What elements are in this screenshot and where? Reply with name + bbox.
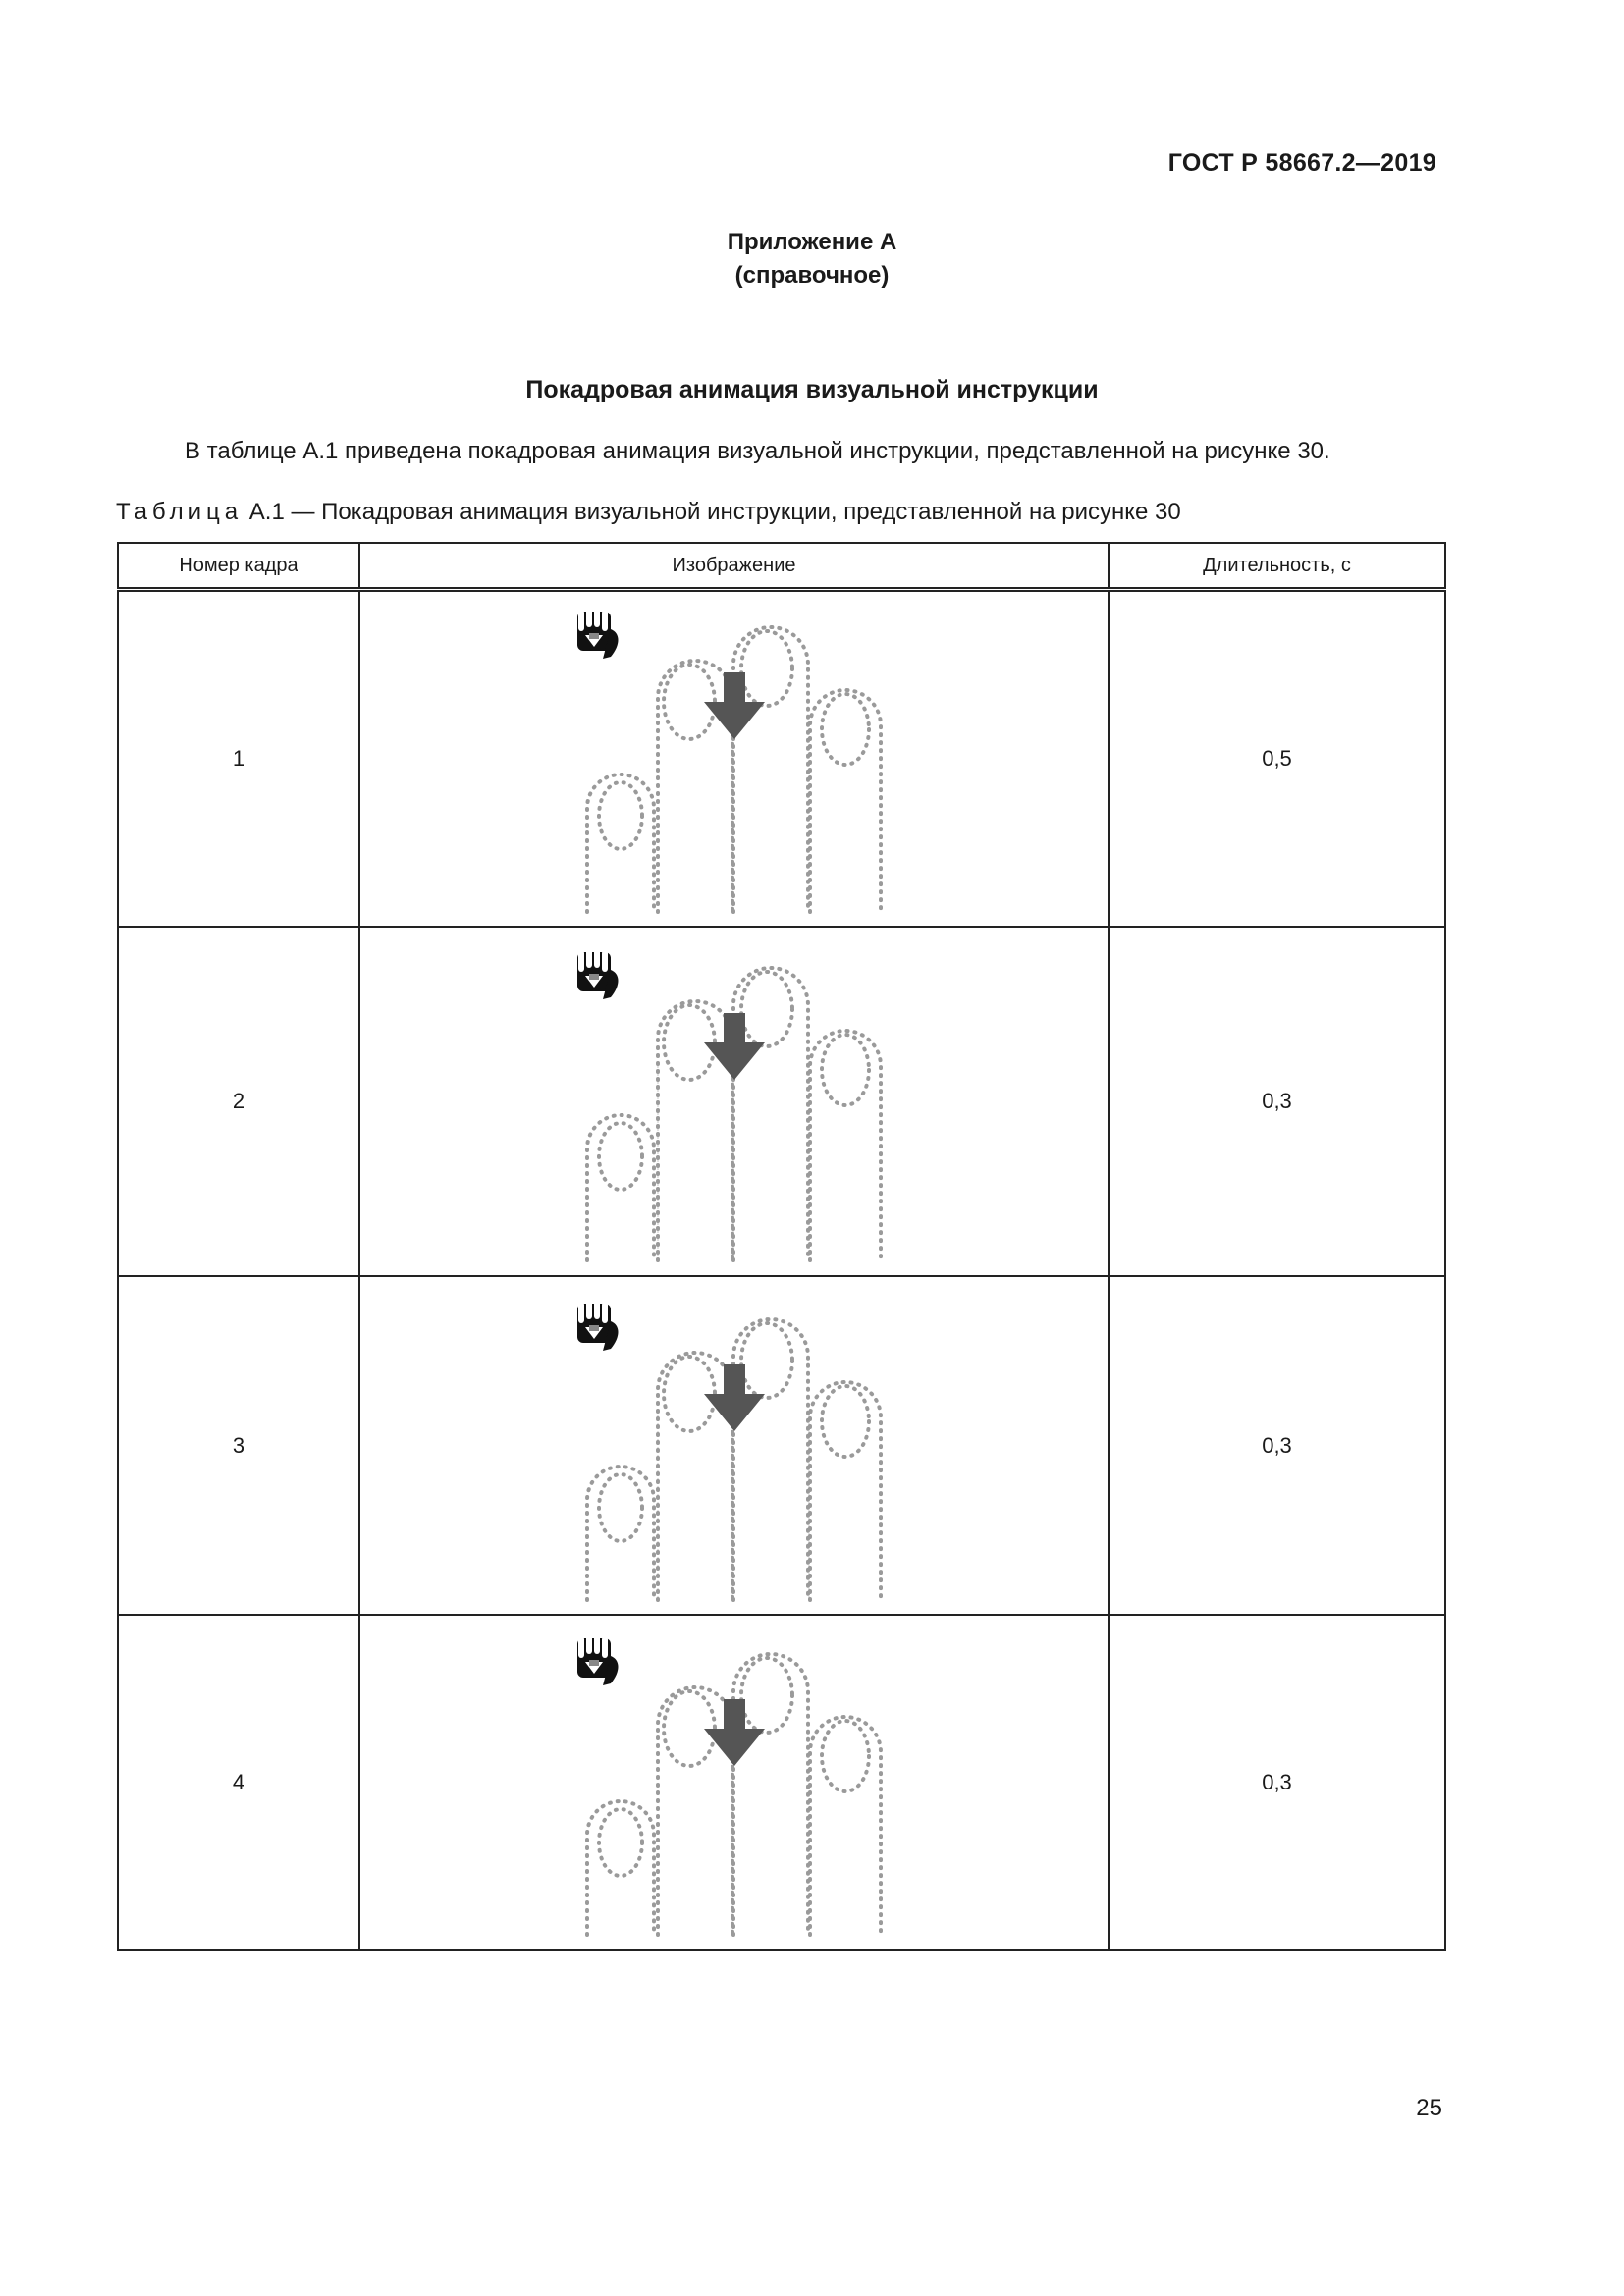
middle-finger-outline: [733, 1319, 808, 1600]
arrow-down-icon: [704, 1013, 765, 1080]
frame-number: 4: [118, 1615, 359, 1950]
ring-finger-outline: [658, 661, 732, 912]
section-title: Покадровая анимация визуальной инструкции: [525, 376, 1099, 403]
ring-finger-outline: [658, 1001, 732, 1260]
frame-duration: 0,3: [1109, 1615, 1445, 1950]
intro-paragraph: В таблице А.1 приведена покадровая анимация визуальной инструкции, представленной на рисунке 30.: [185, 438, 1330, 464]
document-code: ГОСТ Р 58667.2—2019: [1167, 149, 1436, 177]
frame-duration: 0,3: [1109, 1276, 1445, 1615]
table-caption-text: А.1 — Покадровая анимация визуальной инструкции, представленной на рисунке 30: [243, 499, 1181, 525]
frame-number: 2: [118, 927, 359, 1276]
table-header-row: [118, 543, 1445, 590]
annex-title: Приложение А: [727, 229, 897, 255]
arrow-down-icon: [704, 672, 765, 739]
ring-finger-outline: [658, 1353, 732, 1600]
little-finger-outline: [587, 1115, 654, 1260]
frame-image: [359, 1615, 1109, 1950]
table-row: [118, 1615, 1445, 1950]
little-finger-outline: [587, 774, 654, 912]
frame-image: [359, 927, 1109, 1276]
frame-image: [359, 1276, 1109, 1615]
two-finger-swipe-down-icon: [360, 929, 1110, 1274]
two-finger-swipe-down-icon: [360, 592, 1110, 926]
annex-subtitle: (справочное): [734, 262, 890, 289]
arrow-down-icon: [704, 1364, 765, 1431]
hand-gesture-icon: [577, 1632, 619, 1685]
arrow-down-icon: [704, 1699, 765, 1766]
frame-duration: 0,3: [1109, 927, 1445, 1276]
annex-heading: [0, 226, 1624, 293]
frame-number: 3: [118, 1276, 359, 1615]
header-frame-number: Номер кадра: [118, 543, 359, 590]
hand-gesture-icon: [577, 606, 619, 659]
ring-finger-outline: [658, 1687, 732, 1935]
table-caption: [116, 499, 1181, 526]
frame-image: [359, 590, 1109, 928]
table-caption-label: Таблица: [116, 499, 244, 525]
hand-gesture-icon: [577, 1298, 619, 1351]
frame-number: 1: [118, 590, 359, 928]
little-finger-outline: [587, 1467, 654, 1600]
page-number: 25: [1416, 2095, 1442, 2121]
frame-duration: 0,5: [1109, 590, 1445, 928]
two-finger-swipe-down-icon: [360, 1278, 1110, 1614]
little-finger-outline: [587, 1801, 654, 1935]
table-row: [118, 927, 1445, 1276]
header-duration: Длительность, с: [1109, 543, 1445, 590]
middle-finger-outline: [733, 968, 808, 1260]
two-finger-swipe-down-icon: [360, 1617, 1110, 1949]
table-row: [118, 590, 1445, 928]
table-row: [118, 1276, 1445, 1615]
header-image: Изображение: [359, 543, 1109, 590]
hand-gesture-icon: [577, 946, 619, 999]
middle-finger-outline: [733, 627, 808, 912]
middle-finger-outline: [733, 1654, 808, 1935]
frames-table: [117, 542, 1446, 1951]
